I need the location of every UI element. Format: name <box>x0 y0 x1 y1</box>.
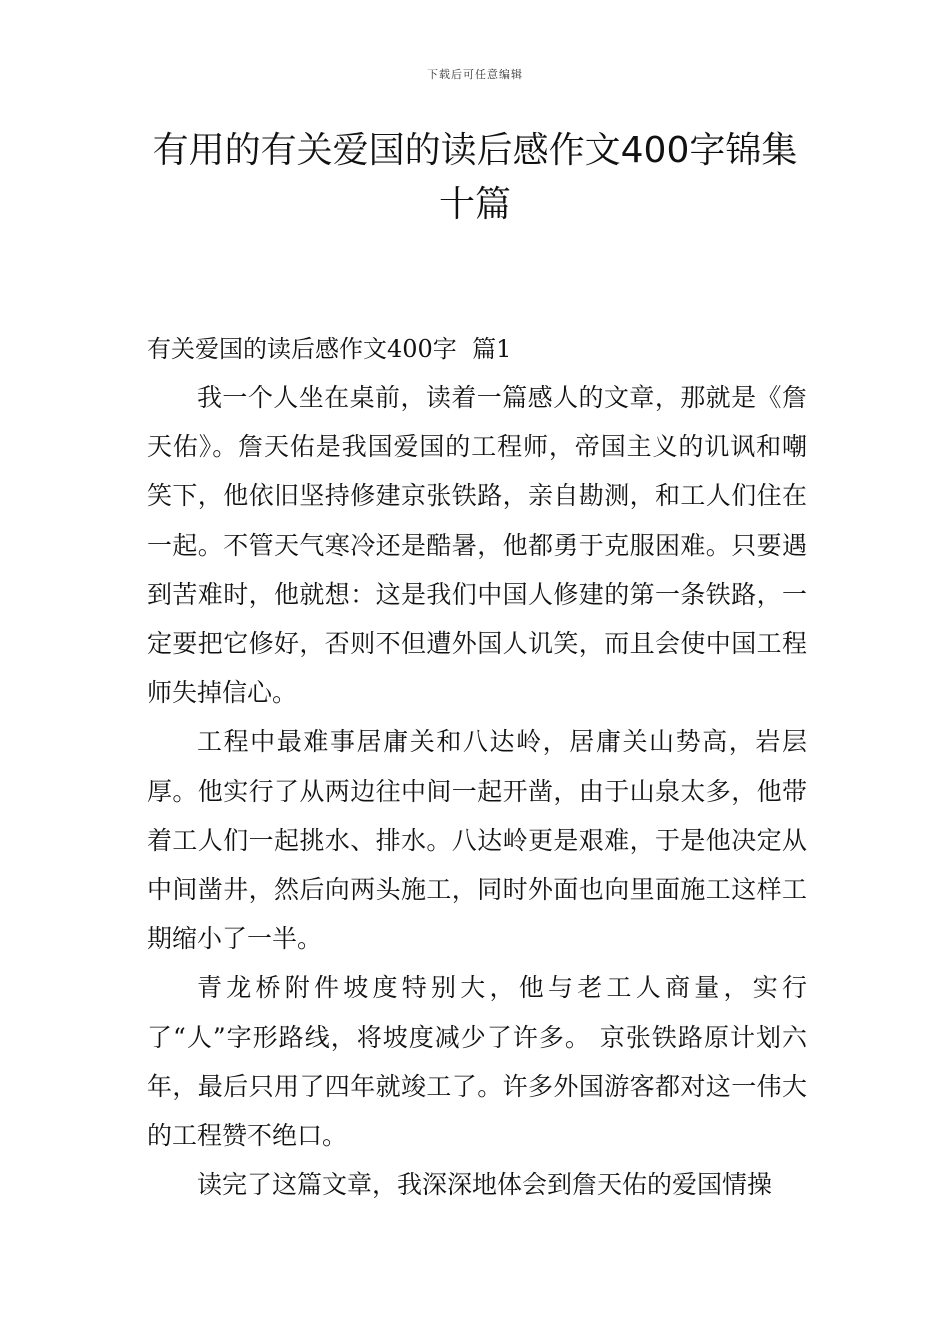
article-body <box>147 373 807 1209</box>
paragraph: 读完了这篇文章，我深深地体会到詹天佑的爱国情操 <box>197 1170 773 1200</box>
header-note: 下载后可任意编辑 <box>427 68 523 81</box>
paragraph: 我一个人坐在桌前，读着一篇感人的文章，那就是《詹天佑》。詹天佑是我国爱国的工程师，帝国主义的讥讽和嘲笑下，他依旧坚持修建京张铁路，亲自勘测，和工人们住在一起。不管天气寒冷还是酷暑，他都勇于克服困难。只要遇到苦难时，他就想：这是我们中国人修建的第一条铁路，一定要把它修好，否则不但遭外国人讥笑，而且会使中国工程师失掉信心。 <box>147 383 807 708</box>
section-heading: 有关爱国的读后感作文400字 篇1 <box>147 335 512 363</box>
paragraph: 青龙桥附件坡度特别大，他与老工人商量，实行了“人”字形路线，将坡度减少了许多。 京张铁路原计划六年，最后只用了四年就竣工了。许多外国游客都对这一伟大的工程赞不绝口。 <box>147 973 807 1151</box>
paragraph: 工程中最难事居庸关和八达岭，居庸关山势高，岩层厚。他实行了从两边往中间一起开凿，由于山泉太多，他带着工人们一起挑水、排水。八达岭更是艰难，于是他决定从中间凿井，然后向两头施工，同时外面也向里面施工这样工期缩小了一半。 <box>147 727 807 954</box>
document-title: 有用的有关爱国的读后感作文400字锦集十篇 <box>152 130 798 225</box>
